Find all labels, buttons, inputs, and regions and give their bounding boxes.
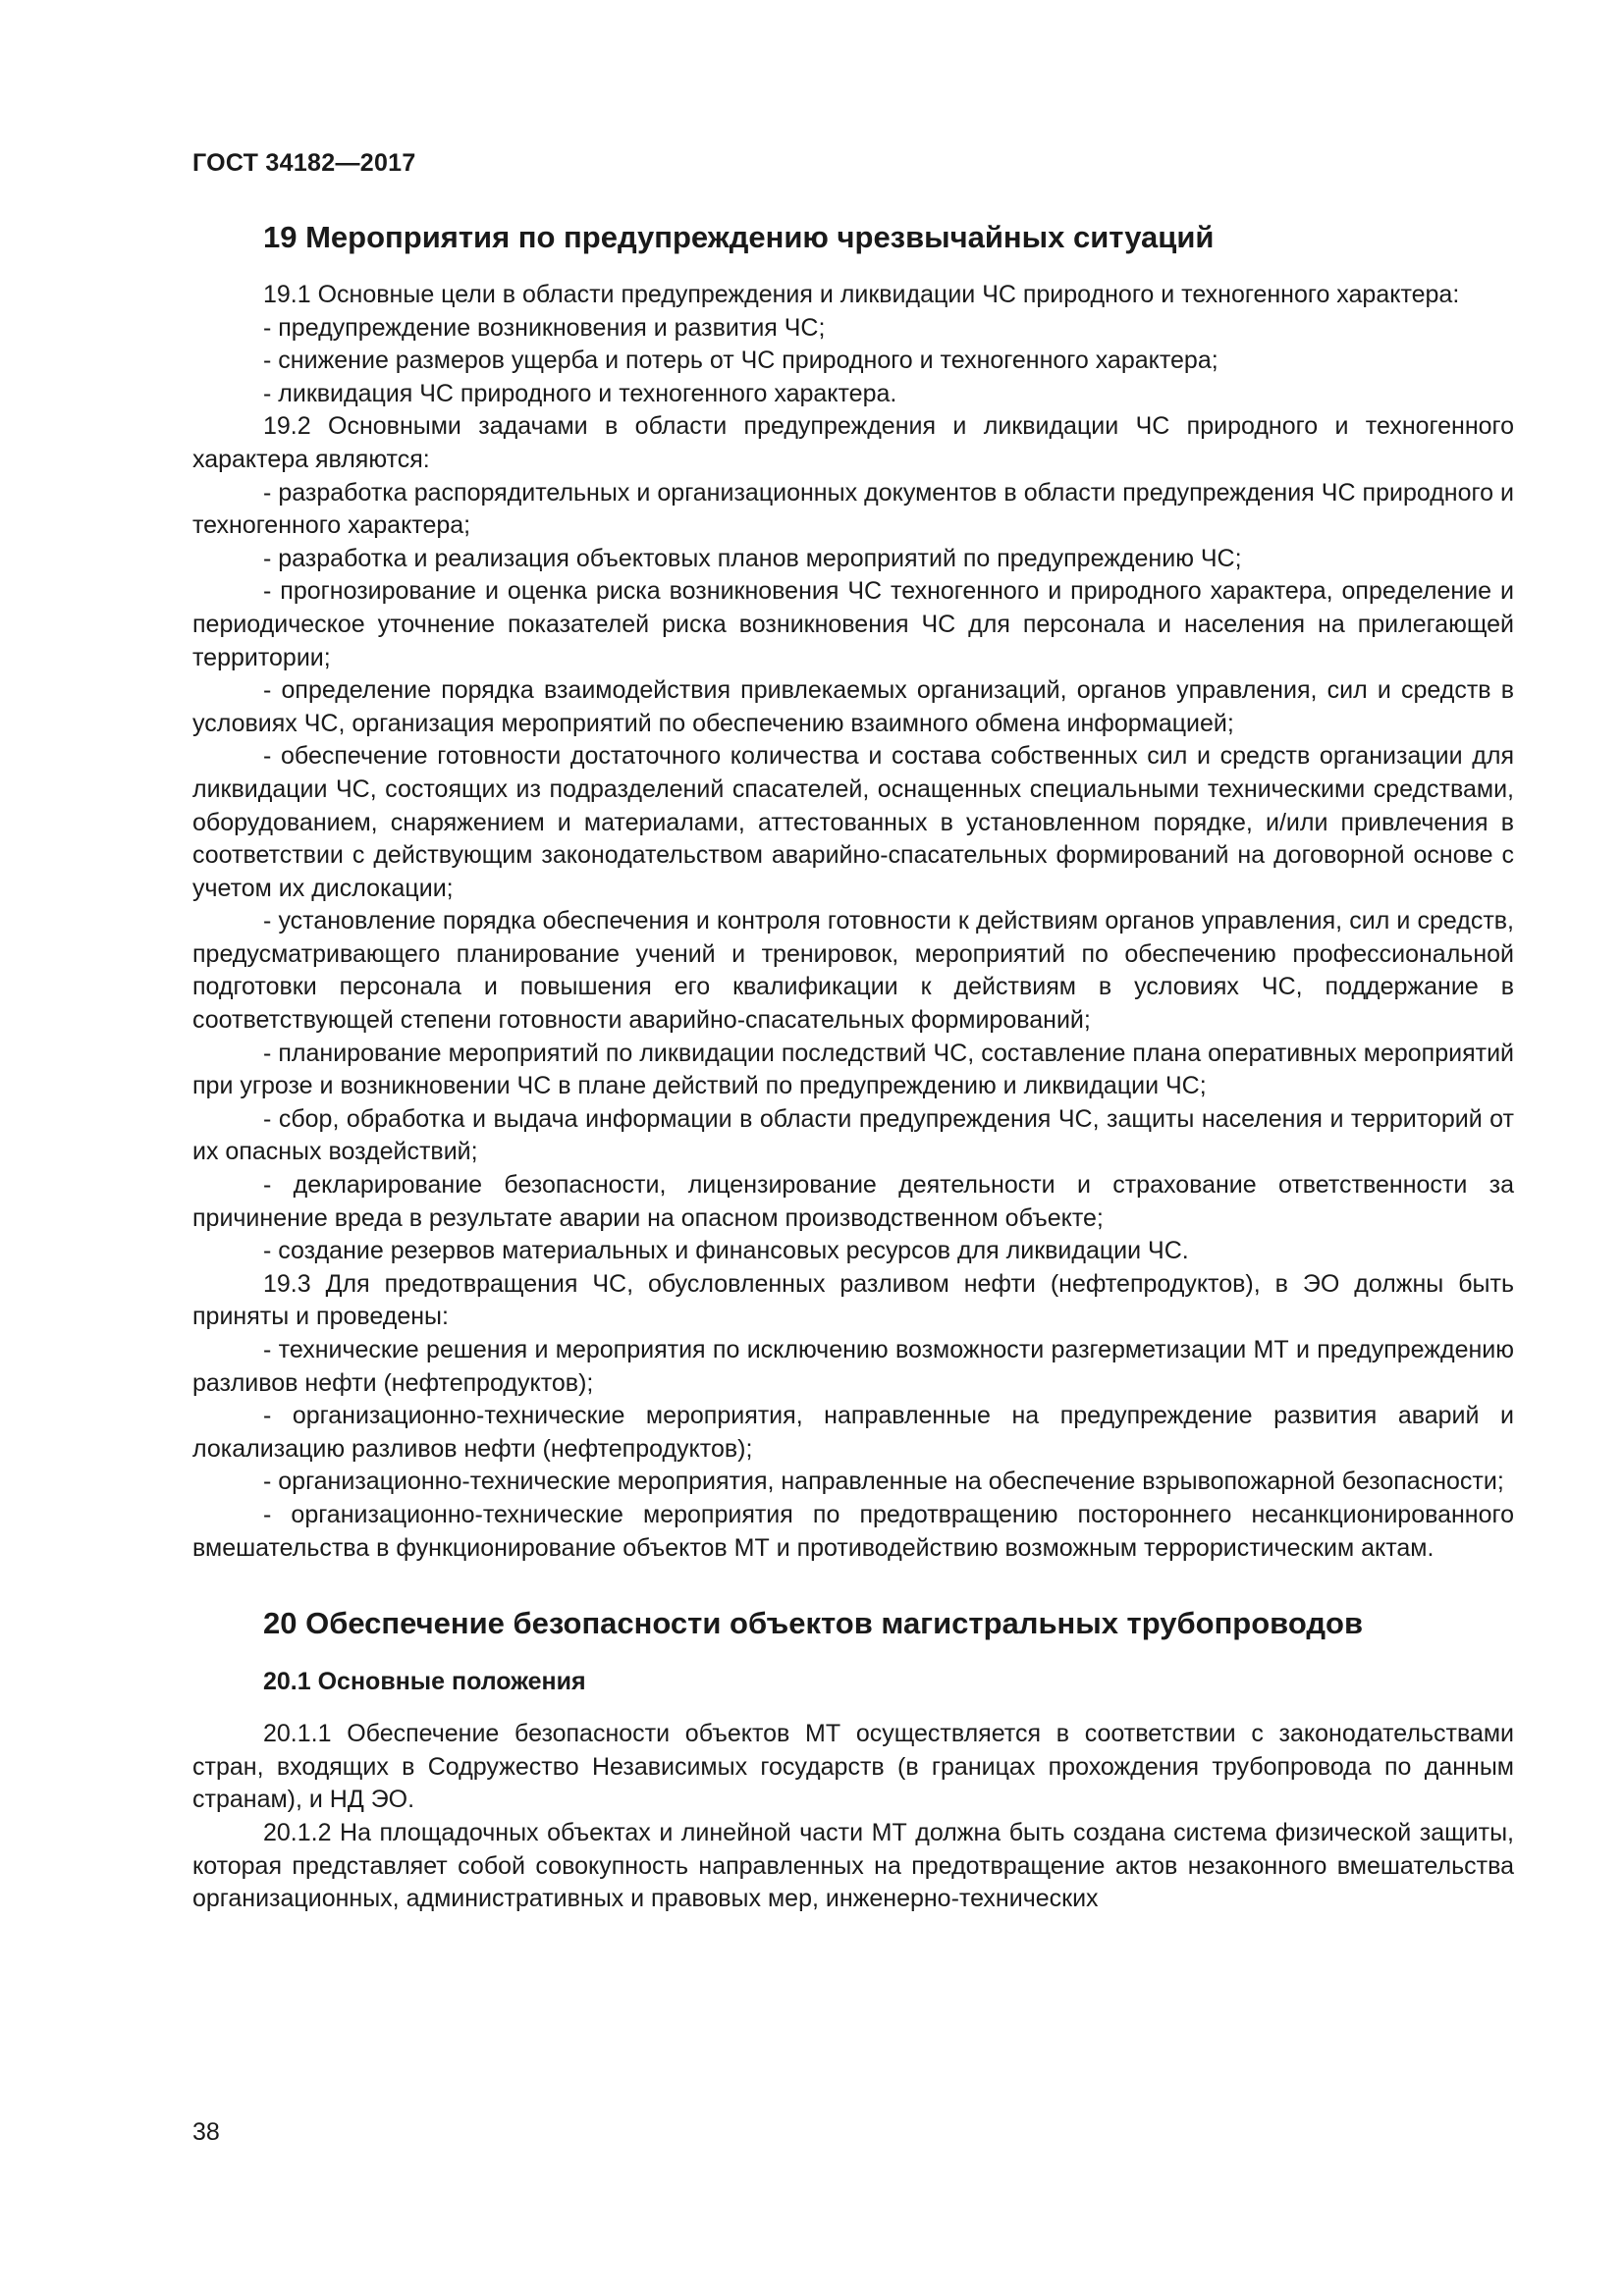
paragraph: 19.3 Для предотвращения ЧС, обусловленных разливом нефти (нефтепродуктов), в ЭО должны быть приняты и проведены: [192, 1269, 1514, 1331]
document-header: ГОСТ 34182—2017 [192, 149, 416, 177]
paragraph: 20.1.2 На площадочных объектах и линейной части МТ должна быть создана система физической защиты, которая представляет собой совокупность направленных на предотвращение актов незаконного вмешательства организационных, административных и правовых мер, инженерно-технических [192, 1818, 1514, 1913]
paragraph: 19.1 Основные цели в области предупреждения и ликвидации ЧС природного и техногенного характера: [263, 281, 1460, 308]
subsection-20-1-title: 20.1 Основные положения [263, 1668, 586, 1696]
paragraph: 20.1.1 Обеспечение безопасности объектов МТ осуществляется в соответствии с законодательствами стран, входящих в Содружество Независимых государств (в границах прохождения трубопровода по данным странам), и НД ЭО. [192, 1720, 1514, 1814]
paragraph: 19.2 Основными задачами в области предупреждения и ликвидации ЧС природного и техногенного характера являются: [192, 412, 1514, 473]
list-item: - организационно-технические мероприятия по предотвращению постороннего несанкционированного вмешательства в функционирование объектов МТ и противодействию возможным террористическим актам. [192, 1500, 1514, 1562]
list-item: - создание резервов материальных и финансовых ресурсов для ликвидации ЧС. [263, 1237, 1189, 1265]
list-item: - прогнозирование и оценка риска возникновения ЧС техногенного и природного характера, определение и периодическое уточнение показателей риска возникновения ЧС для персонала и населения на прилегающей территории; [192, 577, 1514, 671]
page-content [192, 218, 1514, 1916]
section-19-body [192, 279, 1514, 1565]
list-item: - технические решения и мероприятия по исключению возможности разгерметизации МТ и предупреждению разливов нефти (нефтепродуктов); [192, 1336, 1514, 1397]
section-20-body [192, 1718, 1514, 1916]
list-item: - обеспечение готовности достаточного количества и состава собственных сил и средств организации для ликвидации ЧС, состоящих из подразделений спасателей, оснащенных специальными техническими средствами, оборудованием, снаряжением и материалами, аттестованных в установленном порядке, и/или привлечения в соответствии с действующим законодательством аварийно-спасательных формирований на договорной основе с учетом их дислокации; [192, 742, 1514, 902]
list-item: - ликвидация ЧС природного и техногенного характера. [263, 379, 897, 407]
list-item: - планирование мероприятий по ликвидации последствий ЧС, составление плана оперативных мероприятий при угрозе и возникновении ЧС в плане действий по предупреждению и ликвидации ЧС; [192, 1039, 1514, 1100]
list-item: - определение порядка взаимодействия привлекаемых организаций, органов управления, сил и средств в условиях ЧС, организация мероприятий по обеспечению взаимного обмена информацией; [192, 676, 1514, 737]
section-20-title: 20 Обеспечение безопасности объектов магистральных трубопроводов [263, 1606, 1364, 1641]
section-19-title: 19 Мероприятия по предупреждению чрезвычайных ситуаций [263, 220, 1215, 254]
list-item: - снижение размеров ущерба и потерь от ЧС природного и техногенного характера; [263, 347, 1218, 375]
list-item: - разработка и реализация объектовых планов мероприятий по предупреждению ЧС; [263, 544, 1242, 572]
list-item: - установление порядка обеспечения и контроля готовности к действиям органов управления, сил и средств, предусматривающего планирование учений и тренировок, мероприятий по обеспечению профессиональной подготовки персонала и повышения его квалификации к действиям в условиях ЧС, поддержание в соответствующей степени готовности аварийно-спасательных формирований; [192, 907, 1514, 1035]
list-item: - организационно-технические мероприятия, направленные на обеспечение взрывопожарной безопасности; [263, 1468, 1504, 1496]
page-number: 38 [192, 2118, 220, 2146]
list-item: - сбор, обработка и выдача информации в области предупреждения ЧС, защиты населения и территорий от их опасных воздействий; [192, 1104, 1514, 1166]
list-item: - организационно-технические мероприятия, направленные на предупреждение развития аварий и локализацию разливов нефти (нефтепродуктов); [192, 1402, 1514, 1463]
list-item: - декларирование безопасности, лицензирование деятельности и страхование ответственности за причинение вреда в результате аварии на опасном производственном объекте; [192, 1171, 1514, 1232]
list-item: - разработка распорядительных и организационных документов в области предупреждения ЧС природного и техногенного характера; [192, 478, 1514, 540]
list-item: - предупреждение возникновения и развития ЧС; [263, 313, 826, 342]
